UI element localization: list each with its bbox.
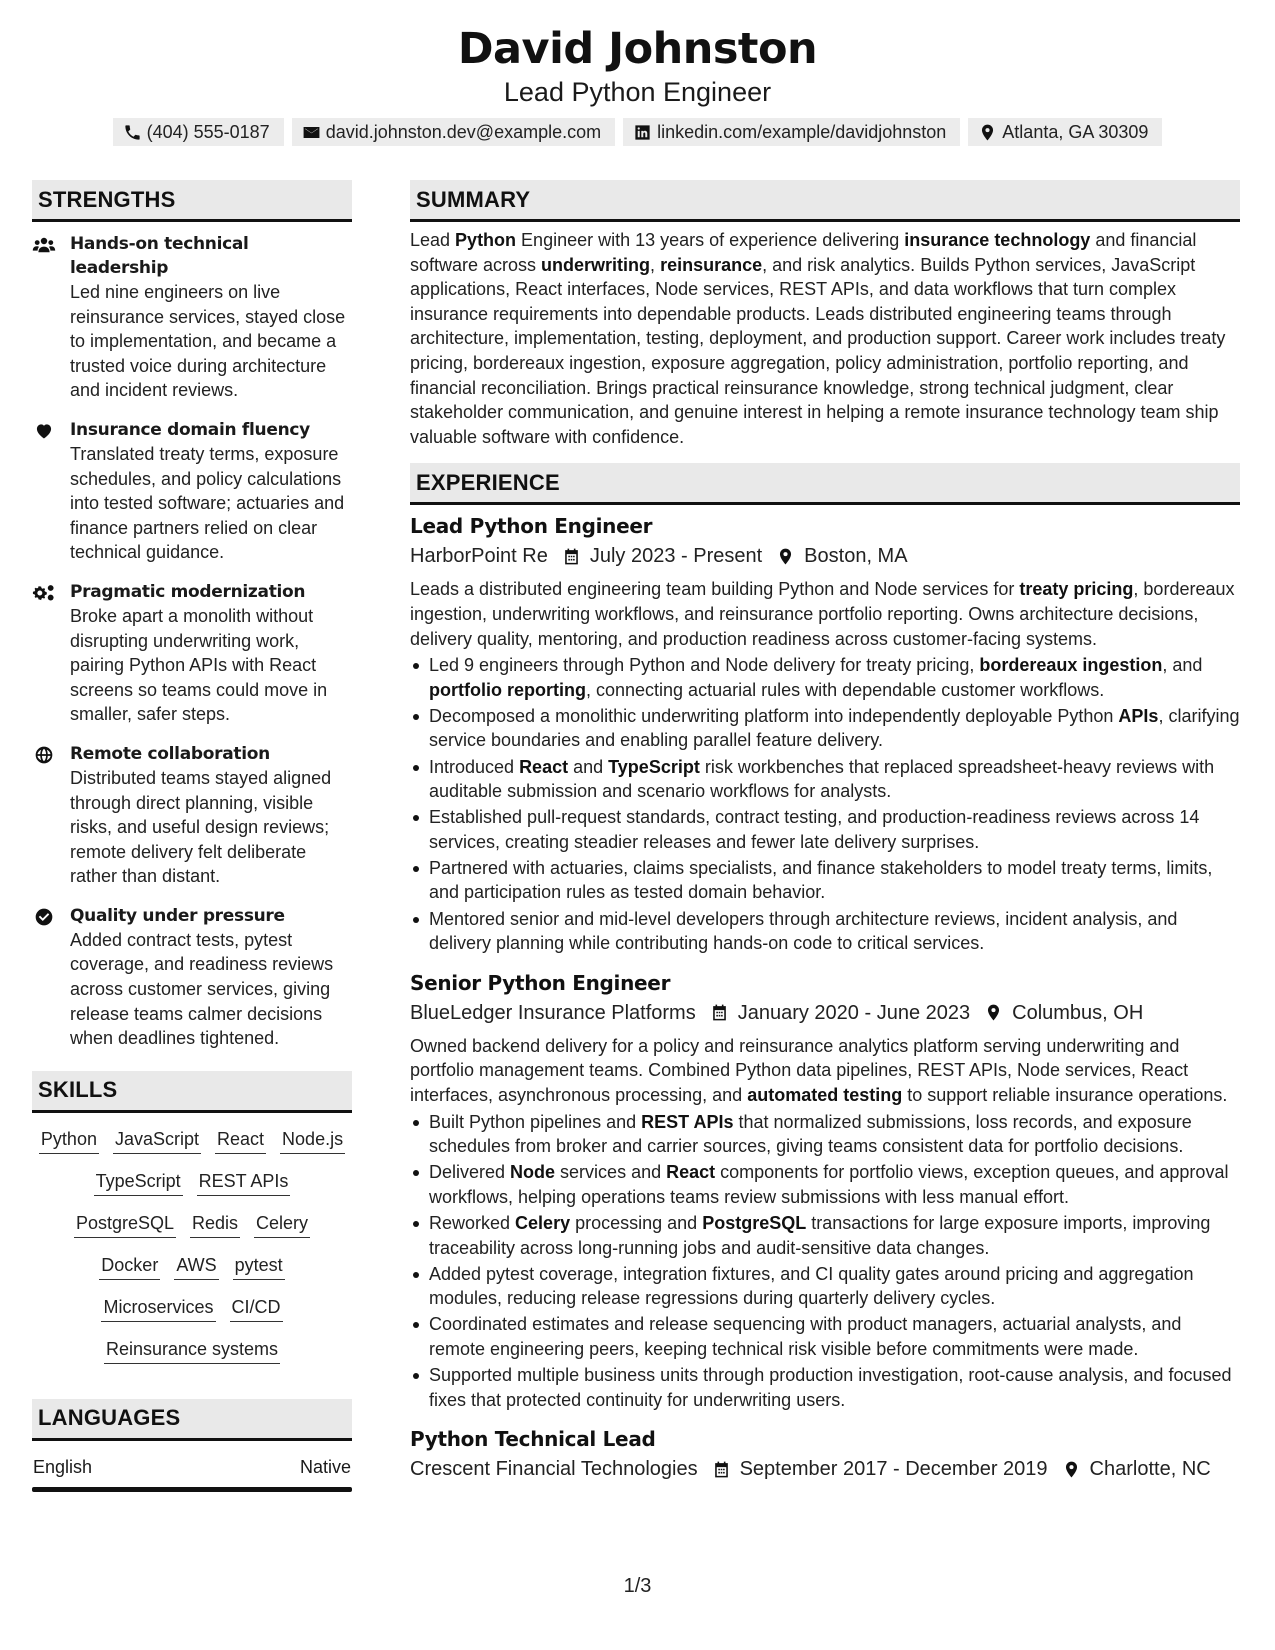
skill-row [32, 1251, 352, 1280]
contact-linkedin[interactable] [623, 118, 960, 146]
job-company: HarborPoint Re [410, 545, 548, 568]
text-run: Reworked [429, 1212, 516, 1233]
job-bullet [410, 1363, 1240, 1412]
bold-term: Node [510, 1162, 556, 1183]
candidate-role: Lead Python Engineer [503, 77, 772, 107]
text-run: to support reliable insurance operations. [902, 1084, 1228, 1105]
strength-icon-wrap [32, 904, 70, 1051]
strength-item [32, 418, 352, 565]
page-number: 1/3 [623, 1575, 652, 1597]
contact-location [968, 118, 1162, 146]
text-run: transactions for large exposure imports, improving traceability across long-running jobs and audit-sensitive data changes. [429, 1212, 1211, 1258]
skill-row [32, 1209, 352, 1238]
job-title: Lead Python Engineer [410, 514, 653, 539]
text-run: Lead [410, 230, 456, 250]
resume-header [0, 22, 1275, 146]
strength-description: Added contract tests, pytest coverage, and readiness reviews across customer services, giving release teams calmer decisions when deadlines tightened. [70, 929, 334, 1049]
job-bullet [410, 805, 1240, 854]
text-run: , clarifying service boundaries and enabling parallel feature delivery. [429, 705, 1240, 751]
strength-title: Remote collaboration [70, 743, 270, 764]
strength-item [32, 232, 352, 403]
right-column [410, 180, 1240, 1484]
strength-icon-wrap [32, 742, 70, 889]
email-text[interactable]: david.johnston.dev@example.com [325, 121, 602, 142]
skill-tag: JavaScript [113, 1125, 201, 1154]
map-pin-icon [776, 547, 795, 566]
gears-icon [32, 583, 56, 603]
text-run: Partnered with actuaries, claims specialists, and finance stakeholders to model treaty terms, limits, and participation rules as tested domain behavior. [429, 857, 1213, 903]
bold-term: treaty pricing [1019, 579, 1134, 600]
bold-term: React [666, 1162, 716, 1183]
contact-bar [0, 118, 1275, 146]
text-run: Delivered [429, 1162, 511, 1183]
job-meta [410, 998, 1240, 1028]
job-dates: January 2020 - June 2023 [737, 1001, 971, 1024]
text-run: Coordinated estimates and release sequencing with product managers, actuarial analysts, and remote engineering peers, keeping technical risk visible before commitments were made. [429, 1314, 1182, 1359]
strength-item [32, 742, 352, 889]
bold-term: REST APIs [641, 1111, 734, 1132]
strength-description: Led nine engineers on live reinsurance services, stayed close to implementation, and became a trusted voice during architecture and incident reviews. [70, 282, 346, 401]
text-run: , and risk analytics. Builds Python services, JavaScript applications, React interfaces, Node services, REST APIs, and data workflows that turn complex insurance requirements into dependable products. Leads distributed engineering teams through architecture, implementation, testing, deployment, and production support. Career work includes treaty pricing, bordereaux ingestion, exposure aggregation, policy administration, portfolio reporting, and financial reconciliation. Brings practical reinsurance knowledge, strong technical judgment, clear stakeholder communication, and genuine interest in helping a remote insurance technology team ship valuable software with confidence. [410, 254, 1226, 447]
job-bullet [410, 856, 1240, 905]
text-run: , bordereaux ingestion, underwriting workflows, and reinsurance portfolio reporting. Owns architecture decisions, delivery quality, mentoring, and production readiness across customer-facing systems. [410, 579, 1235, 649]
skill-tag: Python [39, 1125, 99, 1154]
job-meta [410, 1454, 1240, 1484]
check-circle-icon [32, 907, 56, 927]
envelope-icon [302, 123, 321, 142]
skills-section [32, 1071, 352, 1364]
job-description [410, 1034, 1240, 1108]
strength-body [70, 742, 352, 889]
phone-icon [123, 123, 142, 142]
strength-icon-wrap [32, 580, 70, 727]
languages-list [32, 1453, 352, 1492]
skill-row [32, 1293, 352, 1322]
strength-title: Hands-on technical leadership [70, 234, 249, 278]
experience-section [410, 463, 1240, 1484]
bold-term: underwriting [541, 254, 651, 275]
text-run: Supported multiple business units through production investigation, root-cause analysis, and focused fixes that protected continuity for underwriting users. [429, 1364, 1232, 1410]
skills-list [32, 1125, 352, 1364]
skill-tag: Redis [190, 1209, 240, 1238]
job-bullet [410, 704, 1240, 753]
skill-tag: TypeScript [94, 1167, 183, 1196]
calendar-icon [712, 1460, 731, 1479]
text-run: components for portfolio views, exception queues, and approval workflows, helping operations teams review submissions with less manual effort. [429, 1162, 1229, 1207]
summary-section [410, 180, 1240, 449]
text-run: processing and [570, 1212, 703, 1233]
skill-tag: PostgreSQL [74, 1209, 176, 1238]
job-bullet [410, 1160, 1240, 1209]
candidate-name: David Johnston [457, 24, 818, 74]
text-run: Introduced [429, 756, 520, 777]
job-bullet [410, 653, 1240, 702]
text-run: and [568, 756, 609, 777]
languages-section [32, 1399, 352, 1492]
job-entry [410, 511, 1240, 955]
strength-icon-wrap [32, 232, 70, 403]
text-run: Built Python pipelines and [429, 1111, 642, 1132]
job-company: BlueLedger Insurance Platforms [410, 1001, 696, 1024]
strengths-list [32, 232, 352, 1051]
text-run: Engineer with 13 years of experience delivering [516, 230, 905, 250]
bold-term: TypeScript [608, 756, 700, 777]
phone-text: (404) 555-0187 [146, 121, 270, 142]
job-bullets [410, 653, 1240, 956]
map-pin-icon [1062, 1460, 1081, 1479]
language-row [32, 1453, 352, 1481]
bold-term: PostgreSQL [702, 1212, 807, 1233]
skill-tag: Microservices [101, 1293, 215, 1322]
job-title: Senior Python Engineer [410, 970, 671, 995]
job-dates: July 2023 - Present [589, 545, 763, 568]
strength-body [70, 580, 352, 727]
text-run: Owned backend delivery for a policy and reinsurance analytics platform serving underwriting and portfolio management teams. Combined Python data pipelines, REST APIs, Node services, React interfaces, asynchronous processing, and [410, 1035, 1189, 1105]
text-run: Led 9 engineers through Python and Node delivery for treaty pricing, [429, 655, 980, 676]
bold-term: automated testing [747, 1084, 903, 1105]
skill-tag: React [215, 1125, 266, 1154]
summary-text [410, 228, 1240, 449]
location-text: Atlanta, GA 30309 [1002, 121, 1149, 142]
text-run: risk workbenches that replaced spreadsheet-heavy reviews with auditable submission and scenario workflows for analysts. [429, 756, 1215, 802]
strengths-heading: STRENGTHS [32, 180, 352, 222]
text-run: , and [1162, 655, 1203, 676]
job-bullet [410, 755, 1240, 804]
contact-email[interactable] [292, 118, 615, 146]
calendar-icon [562, 547, 581, 566]
map-pin-icon [984, 1003, 1003, 1022]
strength-description: Translated treaty terms, exposure schedules, and policy calculations into tested software; actuaries and finance partners relied on clear technical guidance. [70, 443, 345, 563]
skill-tag: REST APIs [197, 1167, 291, 1196]
job-company: Crescent Financial Technologies [410, 1458, 698, 1481]
text-run: and financial software across [410, 230, 1197, 275]
job-dates: September 2017 - December 2019 [739, 1458, 1048, 1481]
globe-icon [32, 745, 56, 765]
job-bullet [410, 1211, 1240, 1260]
bold-term: insurance technology [904, 230, 1091, 250]
strength-description: Distributed teams stayed aligned through direct planning, visible risks, and useful design reviews; remote delivery felt deliberate rather than distant. [70, 767, 332, 887]
job-title: Python Technical Lead [410, 1427, 656, 1452]
text-run: , connecting actuarial rules with dependable customer workflows. [585, 679, 1105, 700]
job-bullets [410, 1110, 1240, 1413]
bold-term: portfolio reporting [429, 679, 586, 700]
skill-tag: Reinsurance systems [104, 1335, 280, 1364]
left-column [32, 180, 352, 1492]
job-location: Boston, MA [804, 545, 908, 568]
language-proficiency-bar [32, 1487, 352, 1492]
strength-title: Insurance domain fluency [70, 419, 310, 440]
linkedin-text[interactable]: linkedin.com/example/davidjohnston [657, 121, 947, 142]
language-name: English [33, 1456, 93, 1477]
experience-heading: EXPERIENCE [410, 463, 1240, 505]
text-run: services and [555, 1162, 667, 1183]
bold-term: bordereaux ingestion [979, 655, 1163, 676]
text-run: Mentored senior and mid-level developers through architecture reviews, incident analysis, and delivery planning while contributing hands-on code to critical services. [429, 908, 1178, 954]
contact-phone [113, 118, 284, 146]
strength-description: Broke apart a monolith without disrupting underwriting work, pairing Python APIs with React screens so teams could move in smaller, safer steps. [70, 605, 328, 725]
text-run: Leads a distributed engineering team building Python and Node services for [410, 579, 1020, 600]
calendar-icon [710, 1003, 729, 1022]
strength-body [70, 904, 352, 1051]
languages-heading: LANGUAGES [32, 1399, 352, 1441]
skill-row [32, 1335, 352, 1364]
job-entry [410, 1424, 1240, 1484]
bold-term: APIs [1118, 705, 1159, 726]
skill-tag: Celery [254, 1209, 310, 1238]
strength-item [32, 580, 352, 727]
text-run: Decomposed a monolithic underwriting platform into independently deployable Python [429, 705, 1119, 726]
job-bullet [410, 1312, 1240, 1361]
strength-title: Pragmatic modernization [70, 581, 306, 602]
job-entry [410, 968, 1240, 1412]
skill-tag: Node.js [280, 1125, 345, 1154]
job-location: Columbus, OH [1012, 1001, 1144, 1024]
jobs-list [410, 511, 1240, 1484]
heart-icon [32, 421, 56, 441]
strength-icon-wrap [32, 418, 70, 565]
skill-row [32, 1125, 352, 1154]
users-icon [32, 235, 56, 255]
strengths-section [32, 180, 352, 1051]
text-run: that normalized submissions, loss records, and exposure schedules from broker and carrier sources, giving teams consistent data for portfolio decisions. [429, 1111, 1192, 1157]
skill-tag: CI/CD [230, 1293, 283, 1322]
strength-item [32, 904, 352, 1051]
job-bullet [410, 907, 1240, 956]
text-run: Established pull-request standards, contract testing, and production-readiness reviews across 14 services, creating steadier releases and fewer late delivery surprises. [429, 807, 1200, 852]
linkedin-icon [633, 123, 652, 142]
job-bullet [410, 1110, 1240, 1159]
job-description [410, 577, 1240, 651]
skill-tag: Docker [99, 1251, 160, 1280]
job-meta [410, 541, 1240, 571]
skills-heading: SKILLS [32, 1071, 352, 1113]
text-run: , [650, 254, 661, 275]
bold-term: Celery [515, 1212, 571, 1233]
skill-tag: AWS [174, 1251, 218, 1280]
bold-term: Python [455, 230, 517, 250]
text-run: Added pytest coverage, integration fixtures, and CI quality gates around pricing and aggregation modules, reducing release regressions during quarterly delivery cycles. [429, 1263, 1194, 1309]
map-pin-icon [978, 123, 997, 142]
language-level: Native [299, 1456, 351, 1477]
skill-tag: pytest [233, 1251, 285, 1280]
strength-body [70, 232, 352, 403]
strength-body [70, 418, 352, 565]
bold-term: reinsurance [660, 254, 763, 275]
job-bullet [410, 1262, 1240, 1311]
summary-heading: SUMMARY [410, 180, 1240, 222]
bold-term: React [519, 756, 569, 777]
strength-title: Quality under pressure [70, 905, 285, 926]
job-location: Charlotte, NC [1089, 1458, 1211, 1481]
skill-row [32, 1167, 352, 1196]
